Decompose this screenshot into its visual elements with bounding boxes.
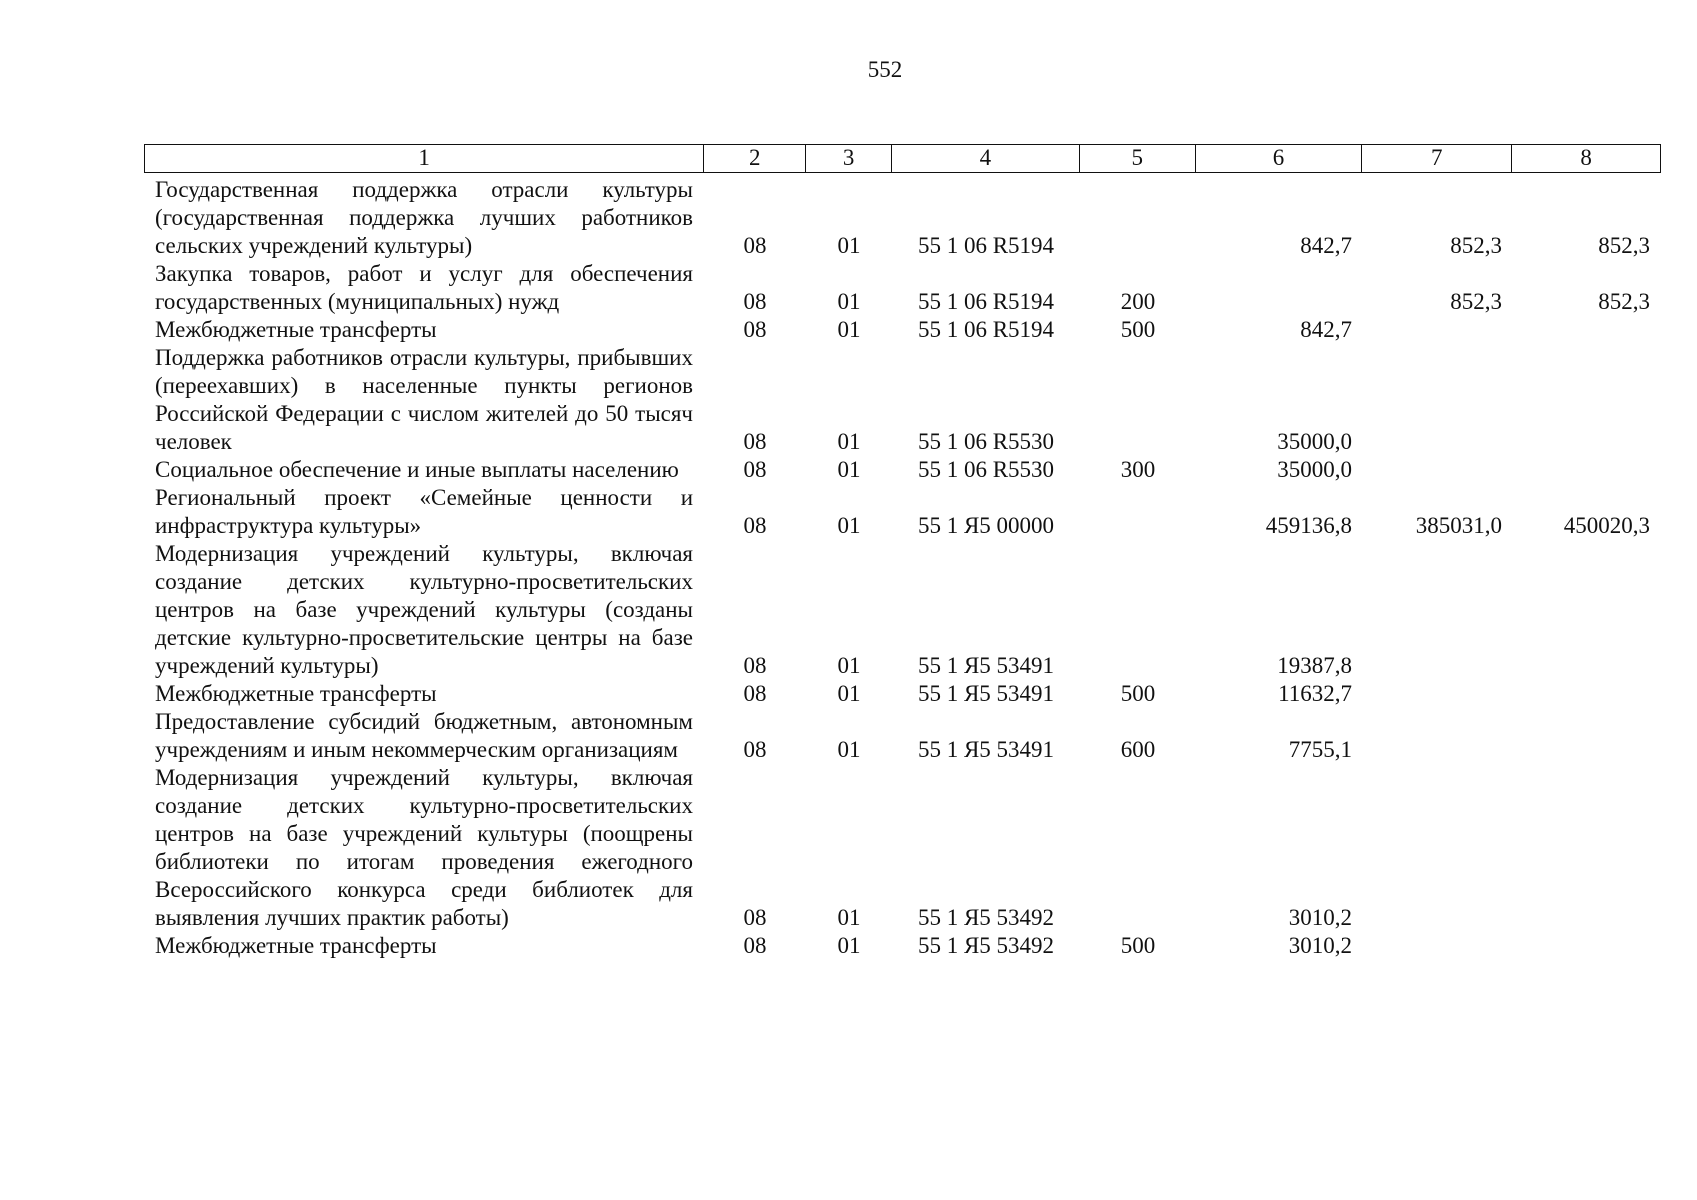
row-target-code: 55 1 06 R5194 bbox=[917, 233, 1055, 258]
row-subsection: 01 bbox=[837, 233, 861, 258]
row-subsection: 01 bbox=[837, 933, 861, 958]
row-section: 08 bbox=[743, 653, 767, 678]
row-value-6: 11632,7 bbox=[1278, 681, 1352, 706]
row-value-6: 35000,0 bbox=[1277, 457, 1352, 482]
row-name: Государственная поддержка отрасли культуры (государственная поддержка лучших работников сельских учреждений культуры) bbox=[155, 177, 693, 258]
row-subsection: 01 bbox=[837, 457, 861, 482]
table-header bbox=[144, 144, 1661, 173]
header-col-1: 1 bbox=[145, 145, 704, 172]
table-row bbox=[144, 484, 1661, 540]
row-subsection: 01 bbox=[837, 429, 861, 454]
row-name: Предоставление субсидий бюджетным, автономным учреждениям и иным некоммерческим организациям bbox=[155, 709, 693, 762]
row-section: 08 bbox=[743, 457, 767, 482]
row-target-code: 55 1 Я5 53492 bbox=[917, 933, 1055, 958]
row-expense-type: 500 bbox=[1120, 317, 1156, 342]
row-value-7: 852,3 bbox=[1450, 233, 1502, 258]
row-subsection: 01 bbox=[837, 681, 861, 706]
row-section: 08 bbox=[743, 681, 767, 706]
row-expense-type: 500 bbox=[1120, 681, 1156, 706]
page-number: 552 bbox=[867, 57, 903, 82]
row-name: Региональный проект «Семейные ценности и инфраструктура культуры» bbox=[155, 485, 693, 538]
row-target-code: 55 1 06 R5530 bbox=[917, 457, 1055, 482]
row-name: Поддержка работников отрасли культуры, прибывших (переехавших) в населенные пункты регионов Российской Федерации с числом жителей до 50 тысяч человек bbox=[155, 345, 693, 454]
header-col-4: 4 bbox=[892, 145, 1080, 172]
row-name: Межбюджетные трансферты bbox=[155, 317, 437, 342]
row-value-6: 7755,1 bbox=[1288, 737, 1352, 762]
row-value-6: 19387,8 bbox=[1277, 653, 1352, 678]
row-value-6: 842,7 bbox=[1300, 317, 1352, 342]
row-value-8: 852,3 bbox=[1598, 233, 1650, 258]
row-value-7: 385031,0 bbox=[1415, 513, 1502, 538]
table-row bbox=[144, 764, 1661, 932]
row-subsection: 01 bbox=[837, 653, 861, 678]
header-col-5: 5 bbox=[1080, 145, 1196, 172]
row-name: Межбюджетные трансферты bbox=[155, 933, 437, 958]
table-row bbox=[144, 540, 1661, 680]
row-target-code: 55 1 Я5 53491 bbox=[917, 681, 1055, 706]
table-row bbox=[144, 456, 1661, 484]
row-subsection: 01 bbox=[837, 737, 861, 762]
row-section: 08 bbox=[743, 317, 767, 342]
row-target-code: 55 1 Я5 00000 bbox=[917, 513, 1055, 538]
header-col-6: 6 bbox=[1196, 145, 1363, 172]
row-target-code: 55 1 Я5 53491 bbox=[917, 737, 1055, 762]
row-target-code: 55 1 06 R5194 bbox=[917, 289, 1055, 314]
table-row bbox=[144, 344, 1661, 456]
row-section: 08 bbox=[743, 289, 767, 314]
row-name: Модернизация учреждений культуры, включая создание детских культурно-просветительских центров на базе учреждений культуры (созданы детские культурно-просветительские центры на базе учреждений культуры) bbox=[155, 541, 693, 678]
row-expense-type: 600 bbox=[1120, 737, 1156, 762]
row-name: Закупка товаров, работ и услуг для обеспечения государственных (муниципальных) нужд bbox=[155, 261, 693, 314]
row-section: 08 bbox=[743, 513, 767, 538]
row-section: 08 bbox=[743, 233, 767, 258]
row-section: 08 bbox=[743, 429, 767, 454]
table-row bbox=[144, 708, 1661, 764]
row-subsection: 01 bbox=[837, 905, 861, 930]
header-col-3: 3 bbox=[806, 145, 892, 172]
row-value-8: 852,3 bbox=[1598, 289, 1650, 314]
row-section: 08 bbox=[743, 737, 767, 762]
row-target-code: 55 1 Я5 53492 bbox=[917, 905, 1055, 930]
row-value-7: 852,3 bbox=[1450, 289, 1502, 314]
table-row bbox=[144, 932, 1661, 960]
row-name: Модернизация учреждений культуры, включая создание детских культурно-просветительских центров на базе учреждений культуры (поощрены библиотеки по итогам проведения ежегодного Всероссийского конкурса среди библиотек для выявления лучших практик работы) bbox=[155, 765, 693, 930]
table-row bbox=[144, 176, 1661, 260]
table-row bbox=[144, 316, 1661, 344]
row-subsection: 01 bbox=[837, 513, 861, 538]
header-col-7: 7 bbox=[1362, 145, 1512, 172]
row-value-6: 3010,2 bbox=[1288, 933, 1352, 958]
row-value-6: 3010,2 bbox=[1288, 905, 1352, 930]
row-name: Межбюджетные трансферты bbox=[155, 681, 437, 706]
row-target-code: 55 1 06 R5194 bbox=[917, 317, 1055, 342]
row-target-code: 55 1 Я5 53491 bbox=[917, 653, 1055, 678]
row-section: 08 bbox=[743, 905, 767, 930]
row-value-8: 450020,3 bbox=[1563, 513, 1650, 538]
row-subsection: 01 bbox=[837, 317, 861, 342]
row-subsection: 01 bbox=[837, 289, 861, 314]
row-value-6: 35000,0 bbox=[1277, 429, 1352, 454]
table-body bbox=[144, 176, 1661, 960]
row-name: Социальное обеспечение и иные выплаты населению bbox=[155, 457, 679, 482]
row-target-code: 55 1 06 R5530 bbox=[917, 429, 1055, 454]
header-col-2: 2 bbox=[704, 145, 806, 172]
row-expense-type: 300 bbox=[1120, 457, 1156, 482]
row-value-6: 459136,8 bbox=[1265, 513, 1352, 538]
row-section: 08 bbox=[743, 933, 767, 958]
header-col-8: 8 bbox=[1580, 145, 1592, 170]
table-row bbox=[144, 260, 1661, 316]
row-expense-type: 200 bbox=[1120, 289, 1156, 314]
table-row bbox=[144, 680, 1661, 708]
row-expense-type: 500 bbox=[1120, 933, 1156, 958]
row-value-6: 842,7 bbox=[1300, 233, 1352, 258]
